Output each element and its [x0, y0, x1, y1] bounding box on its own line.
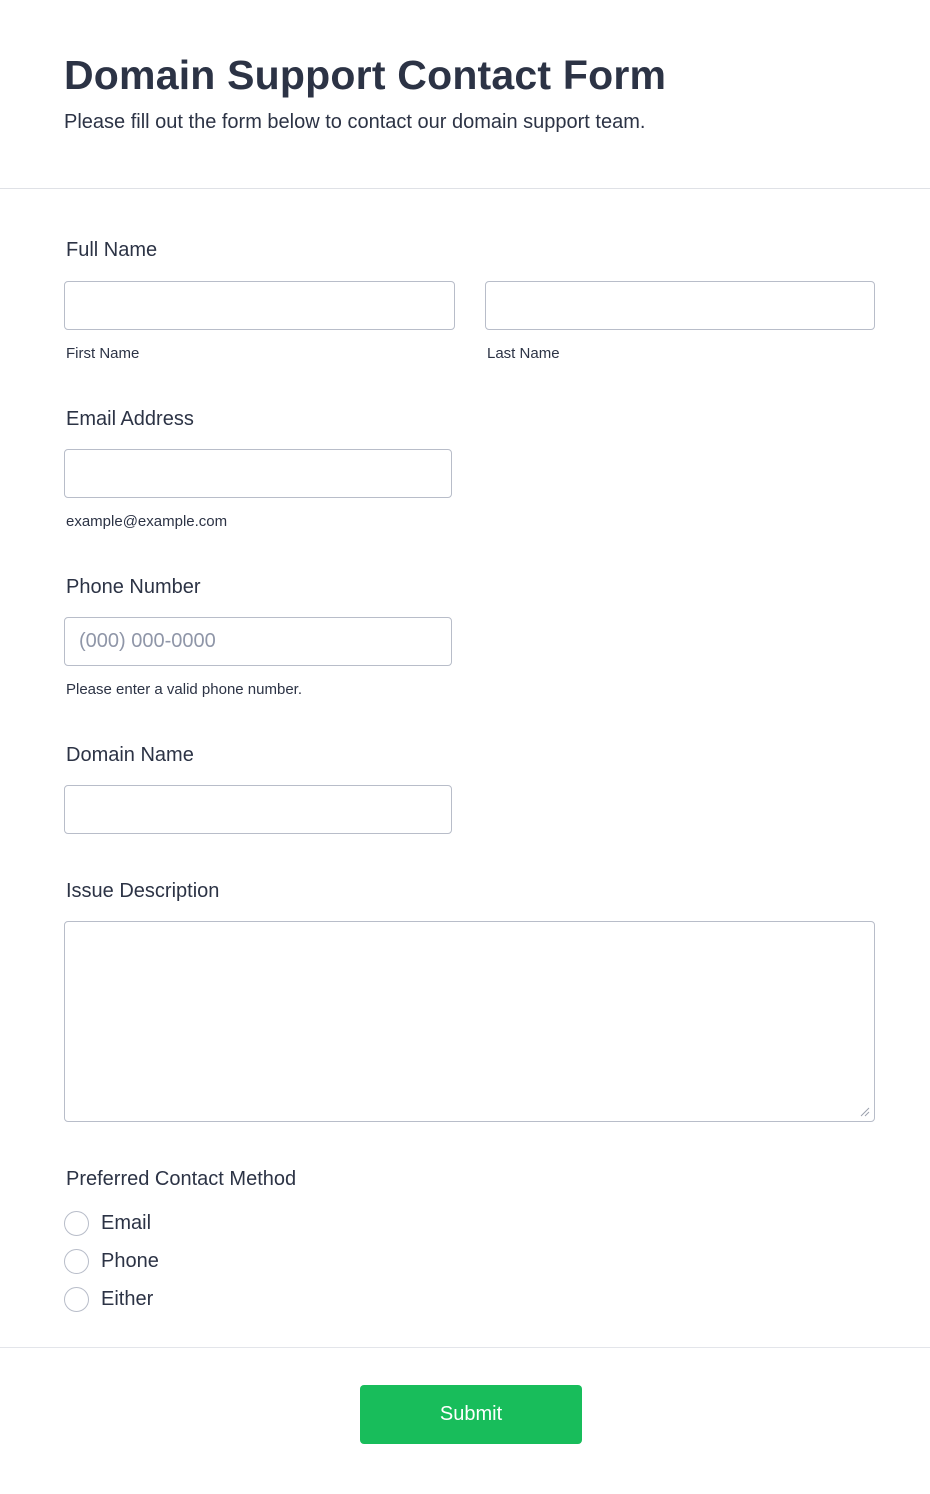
radio-circle-icon[interactable] — [64, 1287, 89, 1312]
radio-label-email: Email — [101, 1211, 152, 1234]
page-title: Domain Support Contact Form — [64, 52, 667, 98]
last-name-input[interactable] — [485, 281, 875, 330]
full-name-label: Full Name — [66, 239, 158, 261]
radio-label-phone: Phone — [101, 1249, 159, 1272]
radio-option-either[interactable] — [64, 1286, 153, 1312]
contact-method-label: Preferred Contact Method — [66, 1168, 297, 1190]
email-label: Email Address — [66, 408, 194, 430]
domain-input[interactable] — [64, 785, 452, 834]
email-sublabel: example@example.com — [66, 513, 228, 530]
submit-button[interactable]: Submit — [360, 1385, 582, 1444]
phone-label: Phone Number — [66, 576, 201, 598]
page-subtitle: Please fill out the form below to contact our domain support team. — [64, 111, 646, 133]
phone-input[interactable] — [64, 617, 452, 666]
last-name-sublabel: Last Name — [487, 345, 560, 362]
issue-label: Issue Description — [66, 880, 220, 902]
first-name-input[interactable] — [64, 281, 455, 330]
radio-circle-icon[interactable] — [64, 1211, 89, 1236]
first-name-sublabel: First Name — [66, 345, 140, 362]
radio-option-phone[interactable] — [64, 1248, 159, 1274]
resize-grip-icon[interactable] — [858, 1105, 870, 1117]
radio-label-either: Either — [101, 1287, 154, 1310]
phone-sublabel: Please enter a valid phone number. — [66, 681, 302, 698]
issue-textarea[interactable] — [64, 921, 875, 1122]
form-header — [0, 0, 930, 189]
radio-option-email[interactable] — [64, 1210, 151, 1236]
radio-circle-icon[interactable] — [64, 1249, 89, 1274]
email-input[interactable] — [64, 449, 452, 498]
domain-label: Domain Name — [66, 744, 194, 766]
